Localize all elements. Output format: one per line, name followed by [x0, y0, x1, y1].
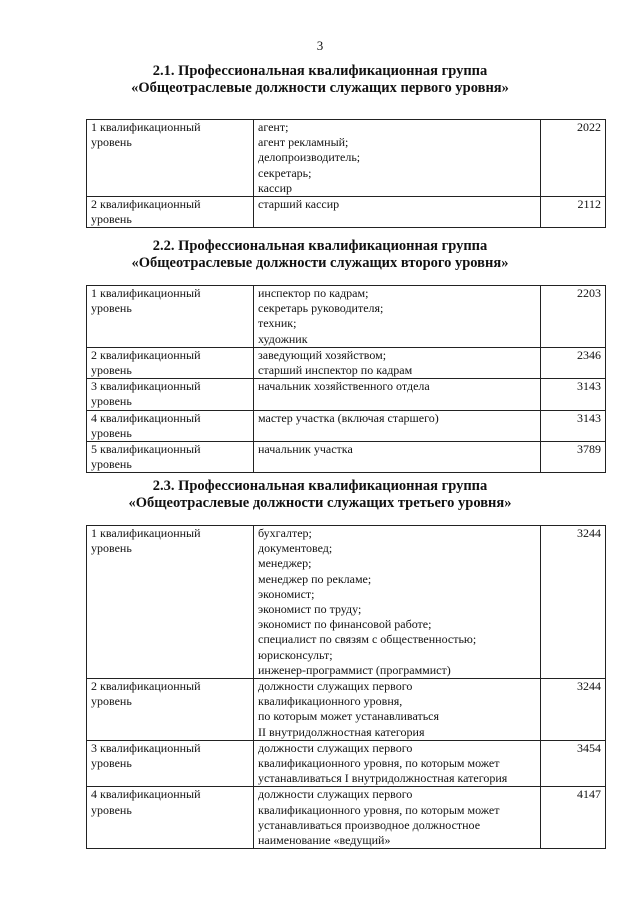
level-cell	[87, 526, 254, 679]
position-line: секретарь;	[258, 165, 312, 180]
section-title-line: «Общеотраслевые должности служащих третьего уровня»	[128, 495, 512, 511]
position-line: старший кассир	[258, 197, 340, 212]
level-cell	[87, 787, 254, 849]
position-line: должности служащих первого	[258, 740, 413, 755]
position-line: агент рекламный;	[258, 135, 349, 150]
level-line: 1 квалификационный	[91, 526, 201, 540]
position-line: бухгалтер;	[258, 526, 312, 540]
position-line: устанавливаться I внутридолжностная категория	[258, 771, 508, 786]
position-line: делопроизводитель;	[258, 150, 361, 165]
position-line: заведующий хозяйством;	[258, 347, 387, 362]
position-line: юрисконсульт;	[258, 647, 333, 662]
position-line: по которым может устанавливаться	[258, 709, 440, 724]
positions-cell	[254, 679, 541, 741]
position-line: квалификационного уровня, по которым может	[258, 756, 500, 771]
level-cell	[87, 410, 254, 441]
position-line: менеджер по рекламе;	[258, 571, 372, 586]
qualification-table-2-2	[86, 285, 606, 473]
position-line: менеджер;	[258, 556, 312, 571]
table-row	[87, 347, 606, 378]
positions-cell	[254, 740, 541, 787]
positions-cell	[254, 120, 541, 197]
positions-cell	[254, 286, 541, 348]
table-row	[87, 120, 606, 197]
level-line: 3 квалификационный	[91, 740, 201, 755]
positions-cell	[254, 379, 541, 410]
code-cell: 3454	[541, 740, 606, 787]
level-line: 3 квалификационный	[91, 379, 201, 394]
level-cell	[87, 120, 254, 197]
positions-cell	[254, 347, 541, 378]
level-line: 2 квалификационный	[91, 347, 201, 362]
position-line: должности служащих первого	[258, 679, 413, 694]
level-line: уровень	[91, 212, 132, 227]
level-line: уровень	[91, 425, 132, 440]
positions-cell	[254, 442, 541, 473]
level-line: 2 квалификационный	[91, 197, 201, 212]
level-line: уровень	[91, 135, 132, 150]
table-row	[87, 379, 606, 410]
position-line: наименование «ведущий»	[258, 833, 391, 848]
section-title	[0, 478, 640, 512]
level-cell	[87, 197, 254, 228]
position-line: квалификационного уровня, по которым может	[258, 802, 500, 817]
section-title-line: «Общеотраслевые должности служащих первого уровня»	[131, 80, 509, 96]
level-line: 4 квалификационный	[91, 410, 201, 425]
section-title	[0, 238, 640, 272]
level-cell	[87, 679, 254, 741]
position-line: специалист по связям с общественностью;	[258, 632, 477, 647]
position-line: старший инспектор по кадрам	[258, 363, 413, 378]
level-line: уровень	[91, 802, 132, 817]
code-cell: 3143	[541, 379, 606, 410]
table-row	[87, 679, 606, 741]
position-line: экономист по финансовой работе;	[258, 617, 432, 632]
position-line: устанавливаться производное должностное	[258, 817, 481, 832]
code-cell: 2022	[541, 120, 606, 197]
code-cell: 3244	[541, 526, 606, 679]
positions-cell	[254, 787, 541, 849]
position-line: экономист по труду;	[258, 602, 362, 617]
position-line: агент;	[258, 120, 289, 134]
level-line: уровень	[91, 301, 132, 316]
code-cell: 2203	[541, 286, 606, 348]
position-line: документовед;	[258, 541, 333, 556]
table-row	[87, 740, 606, 787]
level-line: 4 квалификационный	[91, 787, 201, 802]
level-line: уровень	[91, 541, 132, 556]
level-line: уровень	[91, 363, 132, 378]
section-title	[0, 63, 640, 97]
position-line: мастер участка (включая старшего)	[258, 410, 439, 425]
level-line: уровень	[91, 694, 132, 709]
qualification-table-2-1	[86, 119, 606, 228]
position-line: II внутридолжностная категория	[258, 724, 425, 739]
table-row	[87, 526, 606, 679]
table-row	[87, 787, 606, 849]
position-line: экономист;	[258, 586, 315, 601]
code-cell: 2346	[541, 347, 606, 378]
position-line: квалификационного уровня,	[258, 694, 403, 709]
table-row	[87, 442, 606, 473]
position-line: кассир	[258, 180, 293, 195]
level-line: уровень	[91, 756, 132, 771]
level-line: 1 квалификационный	[91, 120, 201, 134]
code-cell: 3244	[541, 679, 606, 741]
level-line: уровень	[91, 394, 132, 409]
position-line: секретарь руководителя;	[258, 301, 384, 316]
qualification-table-2-3	[86, 525, 606, 849]
level-cell	[87, 740, 254, 787]
level-line: 2 квалификационный	[91, 679, 201, 694]
code-cell: 3143	[541, 410, 606, 441]
table-row	[87, 286, 606, 348]
position-line: инспектор по кадрам;	[258, 286, 369, 300]
page-number: 3	[316, 38, 324, 53]
section-title-line: «Общеотраслевые должности служащих второго уровня»	[131, 255, 509, 271]
section-title-line: 2.3. Профессиональная квалификационная группа	[152, 478, 488, 494]
section-title-line: 2.1. Профессиональная квалификационная группа	[152, 63, 488, 79]
level-cell	[87, 379, 254, 410]
positions-cell	[254, 526, 541, 679]
code-cell: 4147	[541, 787, 606, 849]
position-line: начальник участка	[258, 442, 353, 457]
section-title-line: 2.2. Профессиональная квалификационная группа	[152, 238, 488, 254]
code-cell: 2112	[541, 197, 606, 228]
positions-cell	[254, 197, 541, 228]
level-cell	[87, 286, 254, 348]
position-line: инженер-программист (программист)	[258, 662, 451, 677]
positions-cell	[254, 410, 541, 441]
position-line: техник;	[258, 316, 297, 331]
position-line: начальник хозяйственного отдела	[258, 379, 430, 394]
level-line: 1 квалификационный	[91, 286, 201, 300]
code-cell: 3789	[541, 442, 606, 473]
position-line: должности служащих первого	[258, 787, 413, 802]
position-line: художник	[258, 331, 308, 346]
table-row	[87, 410, 606, 441]
level-cell	[87, 442, 254, 473]
level-cell	[87, 347, 254, 378]
level-line: уровень	[91, 457, 132, 472]
table-row	[87, 197, 606, 228]
level-line: 5 квалификационный	[91, 442, 201, 457]
